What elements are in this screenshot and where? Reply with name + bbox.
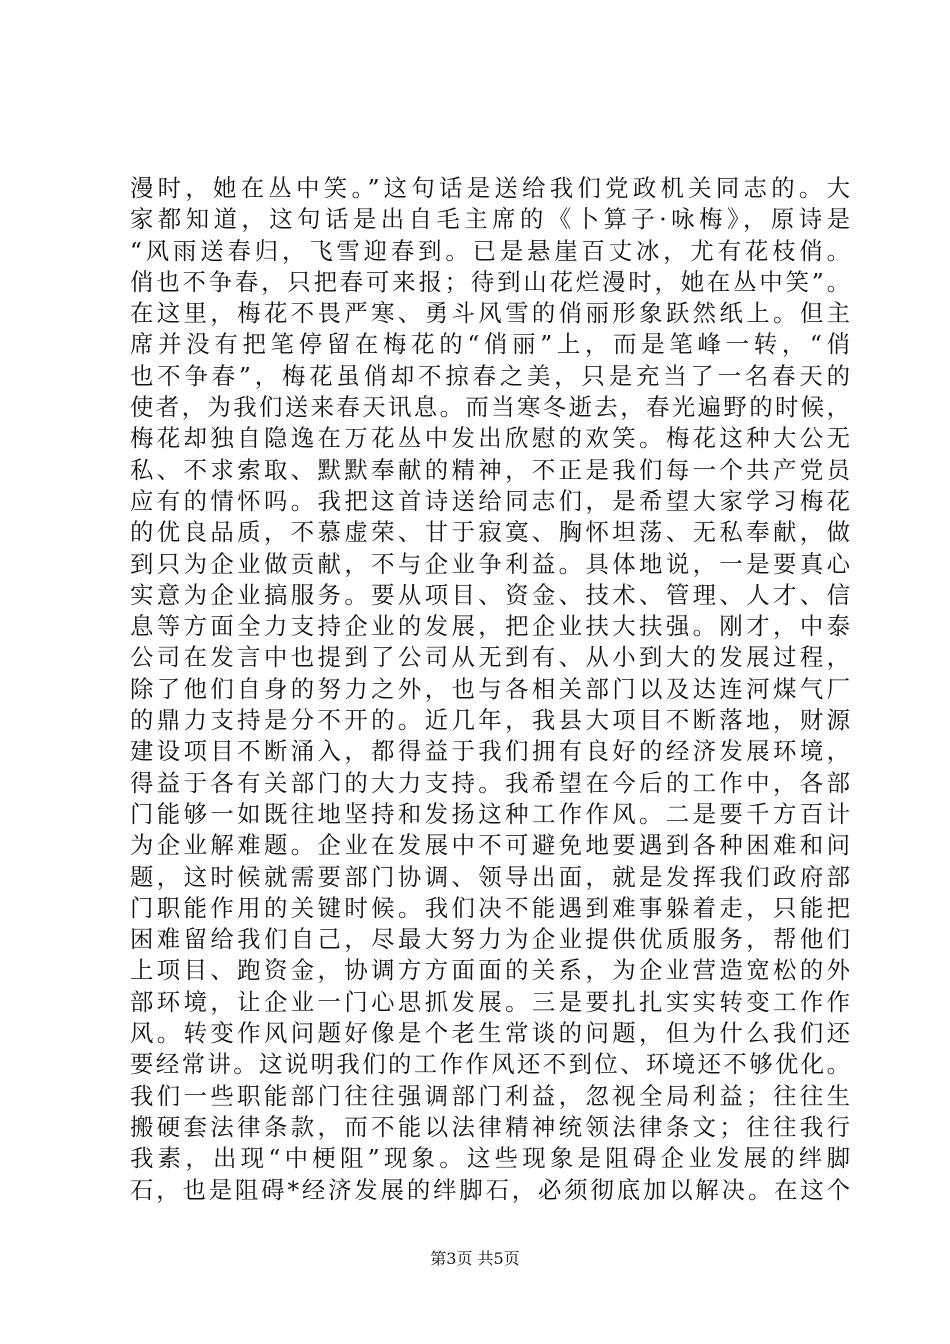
text-line: 息等方面全力支持企业的发展，把企业扶大扶强。刚才，中泰 [130, 612, 850, 641]
text-line: 上项目、跑资金，协调方方面面的关系，为企业营造宽松的外 [130, 956, 850, 985]
text-line: 在这里，梅花不畏严寒、勇斗风雪的俏丽形象跃然纸上。但主 [130, 299, 850, 328]
text-line: 部环境，让企业一门心思抓发展。三是要扎扎实实转变工作作 [130, 987, 850, 1016]
text-line: 应有的情怀吗。我把这首诗送给同志们，是希望大家学习梅花 [130, 486, 850, 515]
text-line: 门能够一如既往地坚持和发扬这种工作作风。二是要千方百计 [130, 799, 850, 828]
text-line: 要经常讲。这说明我们的工作作风还不到位、环境还不够优化。 [130, 1050, 850, 1079]
text-line: 使者，为我们送来春天讯息。而当寒冬逝去，春光遍野的时候， [130, 393, 850, 422]
text-line: “风雨送春归，飞雪迎春到。已是悬崖百丈冰，尤有花枝俏。 [130, 236, 850, 265]
text-line: 的优良品质，不慕虚荣、甘于寂寞、胸怀坦荡、无私奉献，做 [130, 518, 850, 547]
text-line: 的鼎力支持是分不开的。近几年，我县大项目不断落地，财源 [130, 706, 850, 735]
text-line: 搬硬套法律条款，而不能以法律精神统领法律条文；往往我行 [130, 1112, 850, 1141]
text-line: 题，这时候就需要部门协调、领导出面，就是发挥我们政府部 [130, 862, 850, 891]
text-line: 困难留给我们自己，尽最大努力为企业提供优质服务，帮他们 [130, 925, 850, 954]
text-line: 风。转变作风问题好像是个老生常谈的问题，但为什么我们还 [130, 1019, 850, 1048]
body-text [130, 173, 850, 1206]
text-line: 公司在发言中也提到了公司从无到有、从小到大的发展过程， [130, 643, 850, 672]
text-line: 门职能作用的关键时候。我们决不能遇到难事躲着走，只能把 [130, 893, 850, 922]
text-line: 我素，出现“中梗阻”现象。这些现象是阻碍企业发展的绊脚 [130, 1144, 850, 1173]
text-line: 漫时，她在丛中笑。”这句话是送给我们党政机关同志的。大 [130, 174, 850, 202]
text-line: 梅花却独自隐逸在万花丛中发出欣慰的欢笑。梅花这种大公无 [130, 424, 850, 453]
page-footer: 第3页 共5页 [430, 1249, 520, 1268]
text-line: 为企业解难题。企业在发展中不可避免地要遇到各种困难和问 [130, 831, 850, 860]
text-line: 实意为企业搞服务。要从项目、资金、技术、管理、人才、信 [130, 580, 850, 609]
text-line: 家都知道，这句话是出自毛主席的《卜算子·咏梅》，原诗是 [130, 205, 850, 234]
text-line: 俏也不争春，只把春可来报；待到山花烂漫时，她在丛中笑”。 [130, 267, 850, 296]
text-line: 也不争春”，梅花虽俏却不掠春之美，只是充当了一名春天的 [130, 361, 850, 390]
text-line: 到只为企业做贡献，不与企业争利益。具体地说，一是要真心 [130, 549, 850, 578]
text-line: 得益于各有关部门的大力支持。我希望在今后的工作中，各部 [130, 768, 850, 797]
text-line: 我们一些职能部门往往强调部门利益，忽视全局利益；往往生 [130, 1081, 850, 1110]
text-line: 私、不求索取、默默奉献的精神，不正是我们每一个共产党员 [130, 455, 850, 484]
text-line: 除了他们自身的努力之外，也与各相关部门以及达连河煤气厂 [130, 674, 850, 703]
text-line: 席并没有把笔停留在梅花的“俏丽”上，而是笔峰一转，“俏 [130, 330, 850, 359]
text-line: 建设项目不断涌入，都得益于我们拥有良好的经济发展环境， [130, 737, 850, 766]
text-line: 石，也是阻碍*经济发展的绊脚石，必须彻底加以解决。在这个 [130, 1175, 850, 1204]
